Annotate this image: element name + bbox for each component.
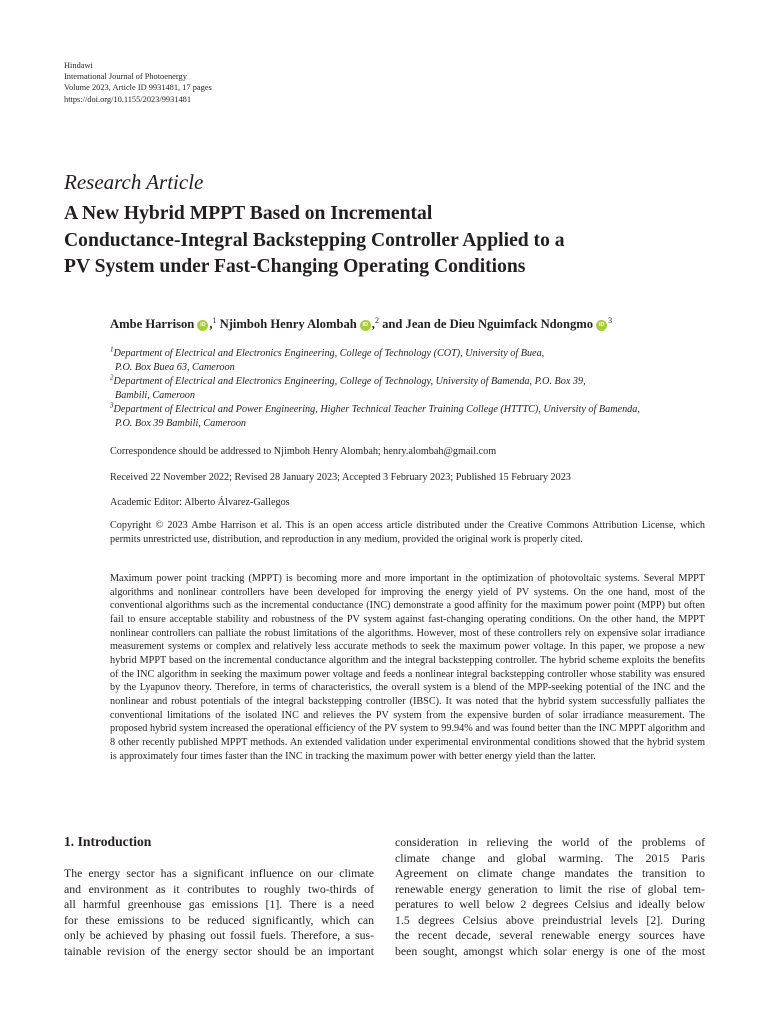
orcid-icon[interactable]: iD (197, 320, 208, 331)
body-line: climate change and global warming. The 2015 Paris (395, 850, 705, 865)
body-line: been sought, amongst which solar energy is one of the most (395, 943, 705, 958)
body-column-left (64, 866, 374, 959)
affiliation-line: P.O. Box Buea 63, Cameroon (115, 362, 235, 373)
paper-title (64, 201, 724, 281)
affiliation-marker: 1 (212, 315, 217, 325)
doi-link[interactable]: https://doi.org/10.1155/2023/9931481 (64, 94, 192, 104)
body-line: tainable revision of the energy sector should be an important (64, 943, 374, 958)
journal-name: International Journal of Photoenergy (64, 72, 187, 82)
body-line: The energy sector has a significant influence on our climate (64, 866, 374, 880)
title-line: A New Hybrid MPPT Based on Incremental (64, 203, 433, 224)
body-line: 1.5 degrees Celsius above preindustrial levels [2]. During (395, 912, 705, 927)
body-line: for these emissions to be reduced significantly, which can (64, 912, 374, 927)
body-line: the recent decade, several renewable energy sources have (395, 928, 705, 942)
author-separator: , (371, 317, 375, 331)
abstract: Maximum power point tracking (MPPT) is becoming more and more important in the optimization of photovoltaic systems. Several MPPT algorithms and nonlinear controllers have been developed for improving the energy yield of PV systems. On the one hand, most of the conventional algorithms such as the incremental conductance (INC) demonstrate a good affinity for the maximum power point (MPP) but often fail to ensure acceptable stability and robustness of the PV system against fast-changing operating conditions. On the other hand, the MPPT nonlinear controllers can palliate the robust limitations of the algorithms. However, most of these controllers rely on expensive solar irradiance measurement systems or complex and relatively less accurate methods to seek the maximum power voltage. In this paper, we propose a new hybrid MPPT based on the incremental conductance algorithm and the integral backstepping controller. The hybrid scheme exploits the benefits of the INC algorithm in seeking the maximum power voltage and feeds a nonlinear integral backstepping controller whose stability was ensured by the Lyapunov theory. Therefore, in terms of characteristics, the overall system is a blend of the MPP-seeking potential of the INC and the nonlinear and robust potentials of the integral backstepping controller (IBSC). It was noted that the hybrid system successfully palliates the conventional limitations of the isolated INC and relieves the PV system from the expensive burden of solar irradiance measurement. The proposed hybrid system increased the operational efficiency of the PV system to 99.94% and was found better than the INC MPPT algorithm and 8 other recently published MPPT methods. An extended validation under experimental environmental conditions showed that the hybrid system is approximately four times faster than the INC in tracking the maximum power with better energy yield than the latter. (110, 573, 705, 762)
affiliation-marker: 2 (374, 315, 379, 325)
body-line: and environment as it contributes to roughly two-thirds of (64, 881, 374, 896)
body-line: peratures to well below 2 degrees Celsius and ideally below (395, 897, 705, 911)
body-line: Agreement on climate change mandates the transition to (395, 866, 705, 880)
section-heading: 1. Introduction (64, 834, 152, 849)
affiliation-text: Department of Electrical and Power Engineering, Higher Technical Teacher Training College (HTTTC), University of Bamenda, (113, 404, 640, 415)
body-line: only be achieved by phasing out fossil fuels. Therefore, a sus- (64, 928, 374, 942)
copyright-notice: Copyright © 2023 Ambe Harrison et al. This is an open access article distributed under the Creative Commons Attribution License, which permits unrestricted use, distribution, and reproduction in any medium, provided the original work is properly cited. (110, 520, 705, 545)
affiliation-line (110, 403, 730, 417)
title-line: Conductance-Integral Backstepping Controller Applied to a (64, 229, 565, 251)
article-type: Research Article (64, 170, 204, 194)
affiliations (110, 347, 730, 431)
publisher-name: Hindawi (64, 61, 93, 70)
affiliation-number: 3 (110, 401, 114, 410)
title-line: PV System under Fast-Changing Operating Conditions (64, 256, 526, 278)
affiliation-text: Department of Electrical and Electronics Engineering, College of Technology, University of Bamenda, P.O. Box 39, (113, 376, 586, 387)
orcid-icon[interactable]: iD (596, 320, 607, 331)
affiliation-marker: 3 (608, 315, 613, 325)
author-name[interactable]: Njimboh Henry Alombah (219, 317, 357, 331)
author-name[interactable]: and Jean de Dieu Nguimfack Ndongmo (382, 317, 594, 331)
affiliation-line: P.O. Box 39 Bambili, Cameroon (115, 418, 247, 429)
orcid-icon[interactable]: iD (360, 320, 371, 331)
academic-editor: Academic Editor: Alberto Álvarez-Gallegos (110, 497, 290, 508)
body-column-right (395, 835, 705, 959)
body-line: renewable energy generation to limit the rise of global tem- (395, 881, 705, 896)
publication-dates: Received 22 November 2022; Revised 28 January 2023; Accepted 3 February 2023; Published 15 February 2023 (110, 472, 571, 483)
correspondence: Correspondence should be addressed to Njimboh Henry Alombah; henry.alombah@gmail.com (110, 446, 497, 457)
journal-header (64, 60, 212, 105)
author-list (110, 317, 730, 332)
affiliation-number: 1 (110, 345, 114, 354)
affiliation-number: 2 (110, 373, 114, 382)
affiliation-line: Bambili, Cameroon (115, 390, 195, 401)
affiliation-text: Department of Electrical and Electronics Engineering, College of Technology (COT), University of Buea, (113, 348, 545, 359)
body-line: all harmful greenhouse gas emissions [1]. There is a need (64, 897, 374, 911)
body-line: consideration in relieving the world of the problems of (395, 835, 705, 849)
author-separator: , (209, 317, 213, 331)
volume-info: Volume 2023, Article ID 9931481, 17 pages (64, 83, 212, 93)
affiliation-line (110, 347, 730, 361)
author-name[interactable]: Ambe Harrison (110, 317, 195, 331)
affiliation-line (110, 375, 730, 389)
